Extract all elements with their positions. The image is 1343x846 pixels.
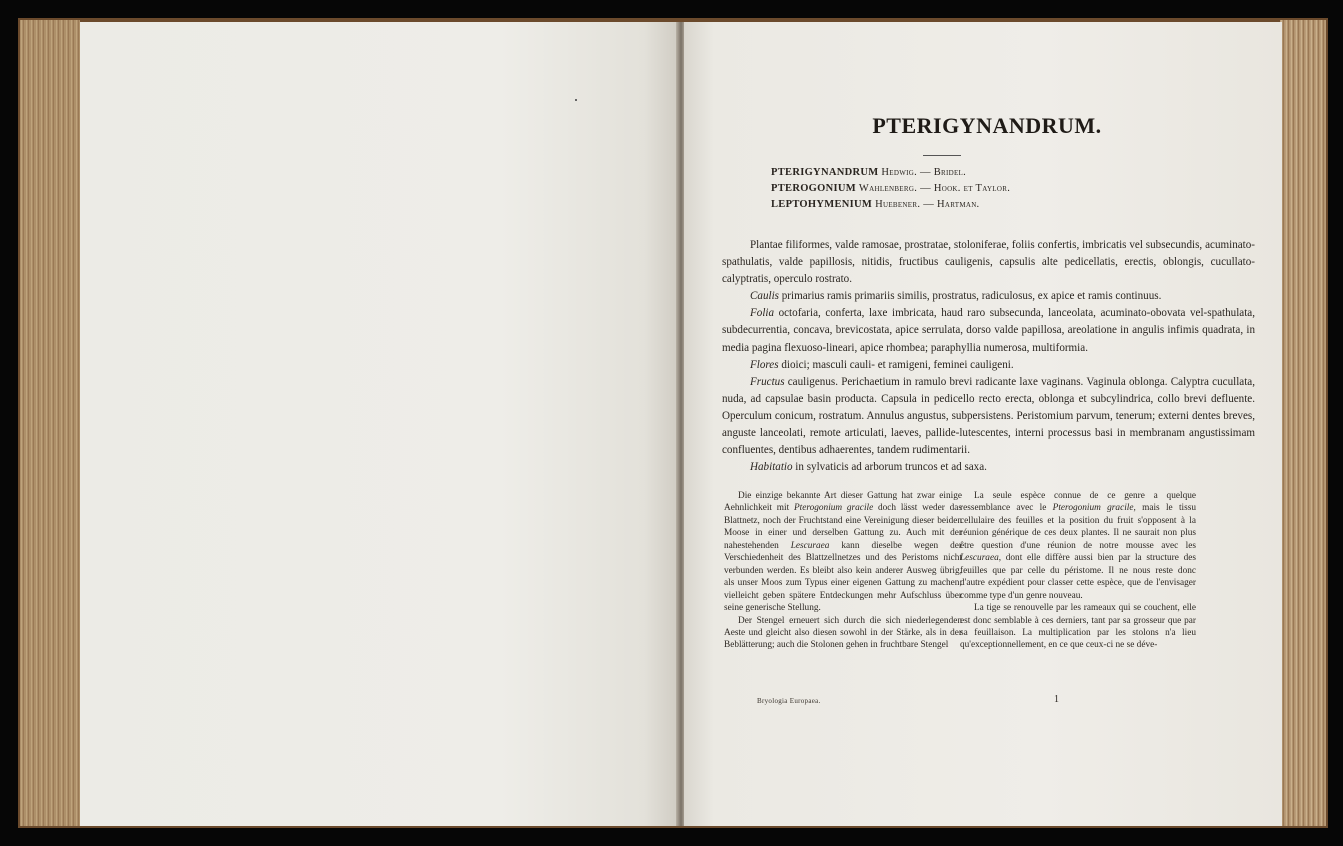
- folia-text: octofaria, conferta, laxe imbricata, haud raro subsecunda, lanceolata, acuminato-obovata vel-spathulata, subdecurrentia, concava, brevicostata, apice serrulata, dorso valde papillosa, areolatione in angulis infimis quadrata, in media pagina flexuoso-lineari, apice rhombea; paraphyllia numerosa, multiformia.: [722, 307, 1255, 354]
- synonym-follower: Hartman.: [936, 199, 980, 210]
- synonym-follower: Bridel.: [933, 167, 967, 178]
- german-taxon: Pterogonium gracile: [793, 503, 874, 514]
- german-paragraph-1: [724, 490, 962, 615]
- french-text: , mais le tissu cellulaire des feuilles et la position du fruit s'opposent à la réunion générique de ces deux plantes. Il ne saurait non plus être question d'une réunion de notre mousse avec les: [960, 503, 1196, 551]
- french-paragraph-2: La tige se renouvelle par les rameaux qui se couchent, elle est donc semblable à ces derniers, tant par sa grosseur que par sa feuillaison. La multiplication par les stolons n'a lieu qu'exceptionnellement, en ce que ceux-ci ne se déve-: [960, 603, 1196, 651]
- german-paragraph-2: Der Stengel erneuert sich durch die sich niederlegenden Aeste und gleicht also diesen sowohl in der Stärke, als in der Beblätterung; auch die Stolonen gehen in fruchtbare Stengel: [724, 615, 962, 651]
- left-page-edges: [20, 20, 80, 826]
- right-page-edges: [1280, 20, 1326, 826]
- caulis-text: primarius ramis primariis similis, prostratus, radiculosus, ex apice et ramis continuus.: [778, 290, 1162, 303]
- german-text: doch lässt weder das Blattnetz, noch der Fruchtstand eine Vereinigung dieser beiden Moose in einer und derselben Gattung zu. Auch mit der nahestehenden: [724, 503, 962, 551]
- latin-flores: [722, 357, 1255, 374]
- french-text: , dont elle diffère aussi bien par la structure des feuilles que par celle du péristome. Il ne nous reste donc d'autre expédient pour classer cette espèce, que de l'envisager comme type d'un genre nouveau.: [960, 553, 1196, 601]
- latin-intro: Plantae filiformes, valde ramosae, prostratae, stoloniferae, foliis confertis, imbricatis vel subsecundis, acuminato-spathulatis, valde papillosis, nitidis, fructibus cauligenis, capsulis alte pedicellatis, erectis, oblongis, cucullato-calyptratis, operculo rostrato.: [722, 239, 1255, 286]
- french-taxon: Lescuraea: [960, 553, 999, 564]
- synonym-author: Huebener.: [875, 199, 921, 210]
- page-title: PTERIGYNANDRUM.: [872, 113, 1102, 138]
- flores-label: Flores: [750, 358, 779, 371]
- caulis-label: Caulis: [750, 290, 779, 303]
- german-taxon: Lescuraea: [790, 540, 830, 551]
- synonym-separator: —: [923, 199, 935, 210]
- french-taxon: Pterogonium gracile: [1052, 503, 1134, 514]
- signature-mark: Bryologia Europaea.: [757, 697, 821, 705]
- synonym-line-2: [771, 183, 1010, 194]
- french-column: [960, 490, 1196, 652]
- fructus-label: Fructus: [750, 375, 785, 388]
- synonym-genus: PTEROGONIUM: [771, 183, 856, 194]
- synonym-separator: —: [920, 183, 931, 194]
- german-text: kann dieselbe wegen der Verschiedenheit des Blattzellnetzes und des Peristoms nicht verbunden werden. Es bleibt also kein anderer Ausweg übrig, als unser Moos zum Typus einer eigenen Gattung zu machen; vielleicht geben spätere Entdeckungen mehr Aufschluss über seine generische Stellung.: [724, 540, 962, 614]
- folia-label: Folia: [750, 307, 775, 320]
- synonym-genus: LEPTOHYMENIUM: [771, 199, 873, 210]
- synonym-line-3: [771, 199, 979, 210]
- latin-habitatio: [722, 459, 1255, 476]
- speck-mark: [575, 99, 577, 101]
- latin-fructus: [722, 374, 1255, 459]
- left-page-blank: [80, 22, 680, 826]
- title-divider: [923, 155, 961, 156]
- synonym-follower: Hook. et Taylor.: [933, 183, 1011, 194]
- synonym-author: Hedwig.: [881, 167, 918, 178]
- german-column: [724, 490, 962, 652]
- french-paragraph-1: [960, 490, 1196, 602]
- synonym-author: Wahlenberg.: [858, 183, 918, 194]
- french-text: La seule espèce connue de ce genre a quelque ressemblance avec le: [960, 491, 1196, 514]
- habitatio-label: Habitatio: [750, 461, 793, 474]
- german-text: Die einzige bekannte Art dieser Gattung hat zwar einige Aehnlichkeit mit: [724, 491, 962, 514]
- flores-text: dioici; masculi cauli- et ramigeni, feminei cauligeni.: [778, 358, 1014, 371]
- synonym-genus: PTERIGYNANDRUM: [771, 167, 879, 178]
- synonym-line-1: [771, 167, 966, 178]
- latin-caulis: [722, 288, 1255, 305]
- latin-description: [722, 237, 1255, 476]
- fructus-text: cauligenus. Perichaetium in ramulo brevi radicante laxe vaginans. Vaginula oblonga. Calyptra cucullata, nuda, ad capsulae basin producta. Capsula in pedicello recto erecta, oblonga et subcylindrica, collo brevi defluente. Operculum conicum, rostratum. Annulus angustus, subpersistens. Peristomium parvum, tenerum; externi dentes breves, anguste lanceolati, remote articulati, laeves, pallide-lutescentes, interni processus basi in membranam angustissimam confluentes, dentibus adhaerentes, tandem rudimentarii.: [722, 375, 1255, 457]
- latin-folia: [722, 305, 1255, 356]
- habitatio-text: in sylvaticis ad arborum truncos et ad saxa.: [792, 461, 987, 474]
- page-number: 1: [1054, 694, 1059, 705]
- synonym-separator: —: [919, 167, 931, 178]
